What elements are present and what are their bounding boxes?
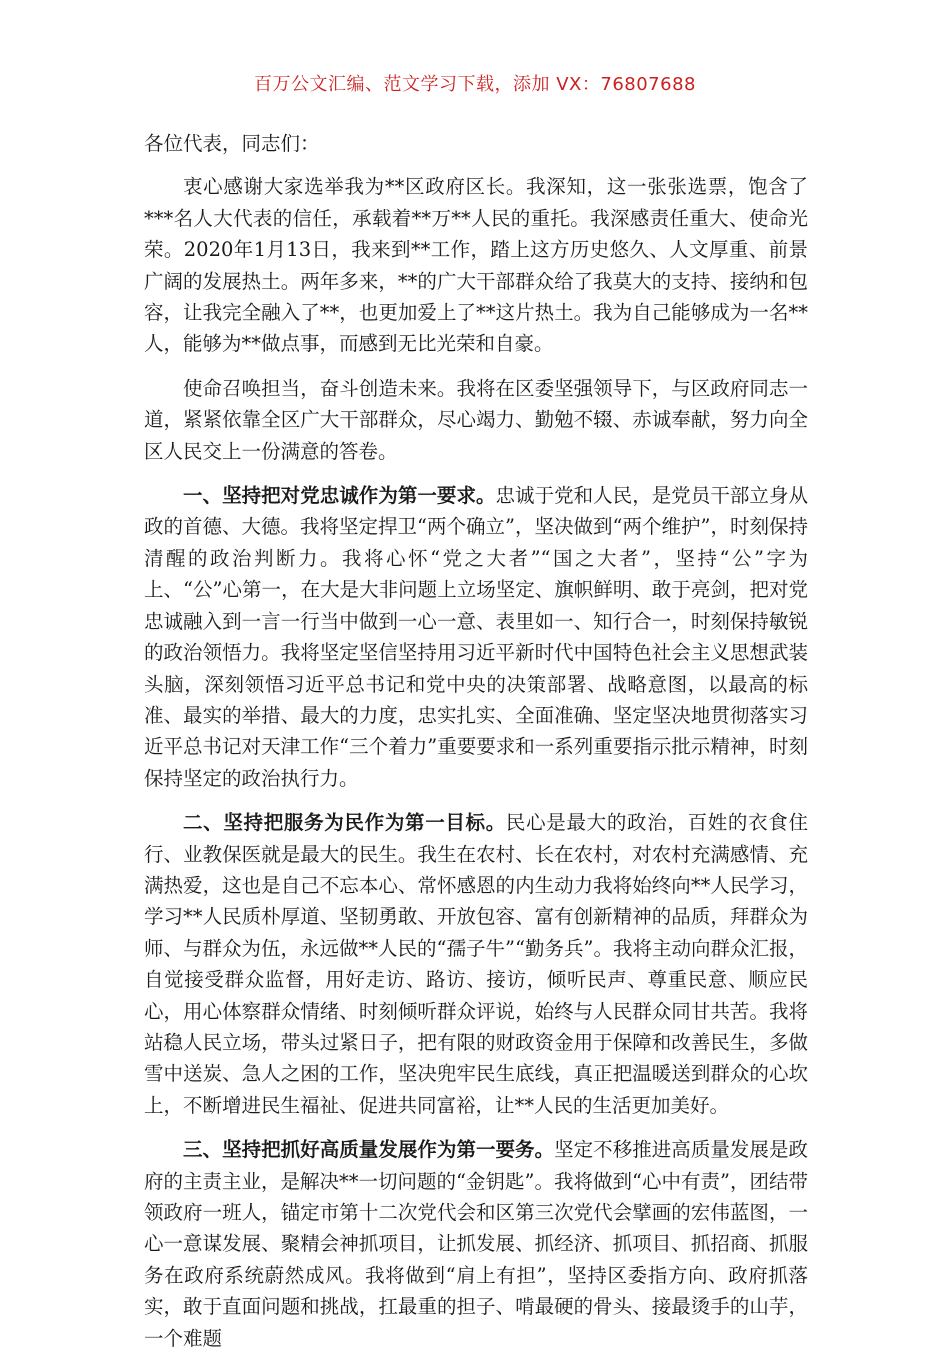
paragraph-text: 使命召唤担当，奋斗创造未来。我将在区委坚强领导下，与区政府同志一道，紧紧依靠全区广大干部群众，尽心竭力、勤勉不辍、赤诚奉献，努力向全区人民交上一份满意的答卷。 xyxy=(144,376,808,463)
salutation: 各位代表，同志们： xyxy=(144,132,320,155)
download-banner: 百万公文汇编、范文学习下载，添加 VX：76807688 xyxy=(254,74,696,95)
paragraph-text: 衷心感谢大家选举我为**区政府区长。我深知，这一张张选票，饱含了***名人大代表的信任，承载着**万**人民的重托。我深感责任重大、使命光荣。2020年1月13日，我来到**工作，踏上这方历史悠久、人文厚重、前景广阔的发展热土。两年多来，**的广大干部群众给了我莫大的支持、接纳和包容，让我完全融入了**，也更加爱上了**这片热土。我为自己能够成为一名**人，能够为**做点事，而感到无比光荣和自豪。 xyxy=(144,175,808,356)
speech-body xyxy=(144,128,808,1367)
section-heading: 三、坚持把抓好高质量发展作为第一要务。 xyxy=(183,1138,555,1162)
section-heading: 二、坚持把服务为民作为第一目标。 xyxy=(183,811,506,835)
paragraph-thanks xyxy=(144,171,808,359)
paragraph-development xyxy=(144,1134,808,1354)
section-heading: 一、坚持把对党忠诚作为第一要求。 xyxy=(183,484,496,508)
paragraph-mission xyxy=(144,373,808,467)
paragraph-loyalty xyxy=(144,480,808,794)
paragraph-service xyxy=(144,807,808,1121)
paragraph-text: 民心是最大的政治，百姓的衣食住行、业教保医就是最大的民生。我生在农村、长在农村，对农村充满感情、充满热爱，这也是自己不忘本心、常怀感恩的内生动力我将始终向**人民学习，学习**人民质朴厚道、坚韧勇敢、开放包容、富有创新精神的品质，拜群众为师、与群众为伍，永远做**人民的“孺子牛”“勤务兵”。我将主动向群众汇报，自觉接受群众监督，用好走访、路访、接访，倾听民声、尊重民意、顺应民心，用心体察群众情绪、时刻倾听群众评说，始终与人民群众同甘共苦。我将站稳人民立场，带头过紧日子，把有限的财政资金用于保障和改善民生，多做雪中送炭、急人之困的工作，坚决兜牢民生底线，真正把温暖送到群众的心坎上，不断增进民生福祉、促进共同富裕，让**人民的生活更加美好。 xyxy=(144,811,808,1117)
paragraph-text: 坚定不移推进高质量发展是政府的主责主业，是解决**一切问题的“金钥匙”。我将做到“心中有责”，团结带领政府一班人，锚定市第十二次党代会和区第三次党代会擘画的宏伟蓝图，一心一意谋发展、聚精会神抓项目，让抓发展、抓经济、抓项目、抓招商、抓服务在政府系统蔚然成风。我将做到“肩上有担”，坚持区委指方向、政府抓落实，敢于直面问题和挑战，扛最重的担子、啃最硬的骨头、接最烫手的山芋，一个难题 xyxy=(144,1138,808,1350)
paragraph-text: 忠诚于党和人民，是党员干部立身从政的首德、大德。我将坚定捍卫“两个确立”，坚决做到“两个维护”，时刻保持清醒的政治判断力。我将心怀“党之大者”“国之大者”，坚持“公”字为上、“公”心第一，在大是大非问题上立场坚定、旗帜鲜明、敢于亮剑，把对党忠诚融入到一言一行当中做到一心一意、表里如一、知行合一，时刻保持敏锐的政治领悟力。我将坚定坚信坚持用习近平新时代中国特色社会主义思想武装头脑，深刻领悟习近平总书记和党中央的决策部署、战略意图，以最高的标准、最实的举措、最大的力度，忠实扎实、全面准确、坚定坚决地贯彻落实习近平总书记对天津工作“三个着力”重要要求和一系列重要指示批示精神，时刻保持坚定的政治执行力。 xyxy=(144,484,808,790)
